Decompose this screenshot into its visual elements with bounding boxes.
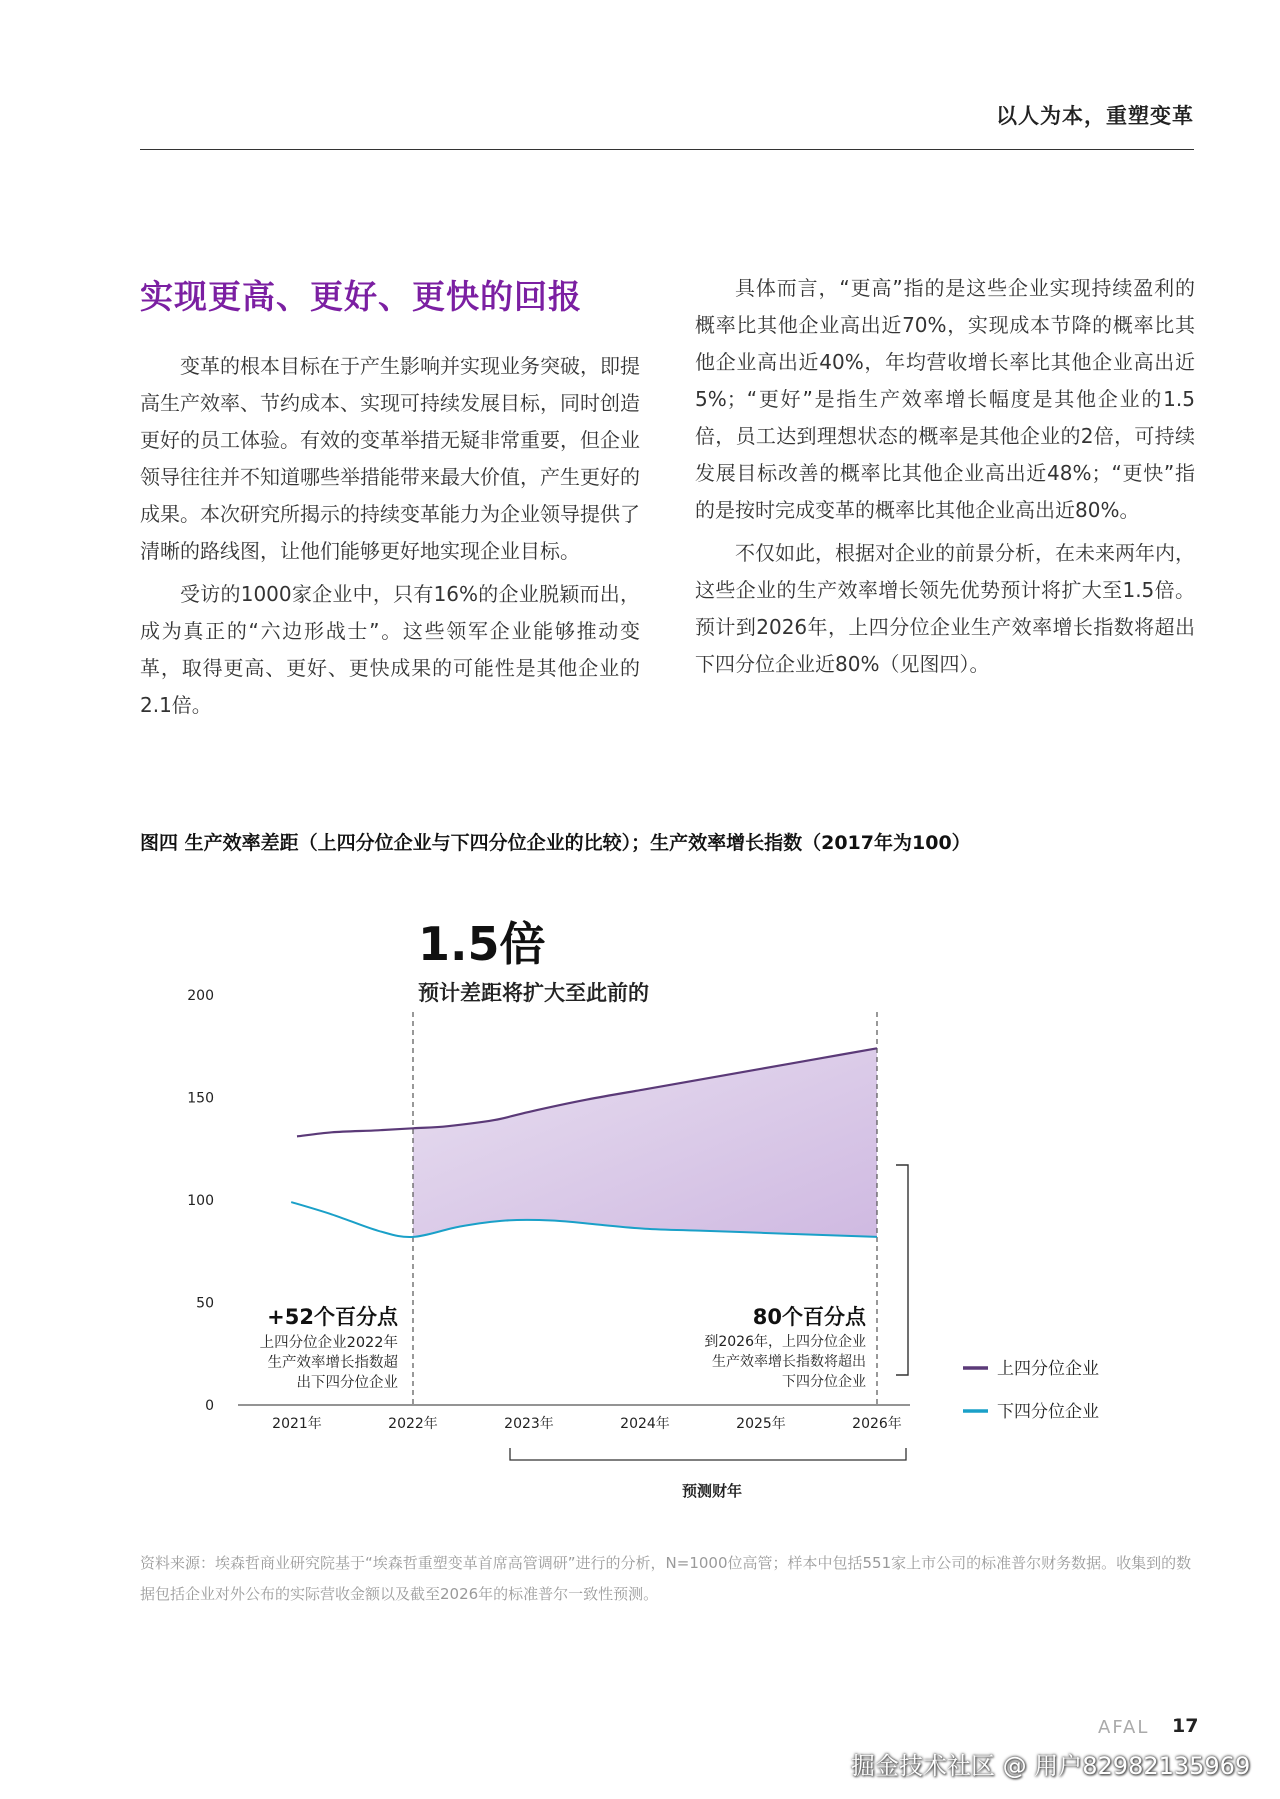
legend-lower-label: 下四分位企业	[997, 1402, 1099, 1422]
header-divider	[140, 149, 1194, 150]
y-tick-label-200: 200	[187, 988, 214, 1004]
figure-title: 图四 生产效率差距（上四分位企业与下四分位企业的比较）；生产效率增长指数（2017年为100）	[140, 832, 971, 854]
right-paragraph-1: 具体而言，“更高”指的是这些企业实现持续盈利的概率比其他企业高出近70%，实现成本节降的概率比其他企业高出近40%，年均营收增长率比其他企业高出近5%；“更好”是指生产效率增长幅度是其他企业的1.5倍，员工达到理想状态的概率是其他企业的2倍，可持续发展目标改善的概率比其他企业高出近48%；“更快”指的是按时完成变革的概率比其他企业高出近80%。	[695, 276, 1195, 522]
right-paragraph-2: 不仅如此，根据对企业的前景分析，在未来两年内，这些企业的生产效率增长领先优势预计将扩大至1.5倍。预计到2026年，上四分位企业生产效率增长指数将超出下四分位企业近80%（见图四）。	[695, 541, 1195, 676]
annotation-left-line-1: 上四分位企业2022年	[259, 1335, 398, 1351]
y-tick-label-100: 100	[187, 1193, 214, 1209]
annotation-right-line-2: 生产效率增长指数将超出	[712, 1354, 866, 1370]
x-tick-label-2022: 2022年	[388, 1416, 438, 1432]
section-heading: 实现更高、更好、更快的回报	[140, 277, 582, 316]
forecast-bracket	[510, 1448, 906, 1460]
left-paragraph-1: 变革的根本目标在于产生影响并实现业务突破，即提高生产效率、节约成本、实现可持续发展目标，同时创造更好的员工体验。有效的变革举措无疑非常重要，但企业领导往往并不知道哪些举措能带来最大价值，产生更好的成果。本次研究所揭示的持续变革能力为企业领导提供了清晰的路线图，让他们能够更好地实现企业目标。	[140, 354, 640, 563]
y-tick-label-50: 50	[196, 1295, 214, 1312]
gap-area	[413, 1048, 877, 1237]
forecast-label: 预测财年	[681, 1482, 743, 1500]
x-tick-label-2023: 2023年	[504, 1416, 554, 1432]
y-tick-label-150: 150	[187, 1090, 214, 1107]
headline-value: 1.5倍	[418, 917, 546, 971]
footer-logo: AFAL	[1098, 1717, 1150, 1738]
watermark: 掘金技术社区 @ 用户8298213​5969	[851, 1752, 1251, 1780]
x-tick-label-2024: 2024年	[620, 1416, 670, 1432]
annotation-left-line-3: 出下四分位企业	[296, 1375, 398, 1391]
productivity-chart	[0, 900, 1280, 1520]
annotation-left-line-2: 生产效率增长指数超	[267, 1355, 398, 1371]
header-title: 以人为本，重塑变革	[996, 104, 1194, 128]
right-column	[695, 270, 1195, 683]
x-tick-label-2025: 2025年	[736, 1416, 786, 1432]
source-note: 资料来源：埃森哲商业研究院基于“埃森哲重塑变革首席高管调研”进行的分析，N=1000位高管；样本中包括551家上市公司的标准普尔财务数据。收集到的数据包括企业对外公布的实际营收金额以及截至2026年的标准普尔一致性预测。	[140, 1554, 1192, 1603]
legend-upper-label: 上四分位企业	[997, 1359, 1099, 1379]
annotation-left-title: +52个百分点	[267, 1305, 398, 1329]
left-paragraph-2: 受访的1000家企业中，只有16%的企业脱颖而出，成为真正的“六边形战士”。这些领军企业能够推动变革，取得更高、更好、更快成果的可能性是其他企业的2.1倍。	[140, 582, 640, 717]
x-tick-label-2026: 2026年	[852, 1416, 902, 1432]
gap-bracket	[896, 1165, 908, 1375]
annotation-right-line-1: 到2026年，上四分位企业	[704, 1334, 866, 1350]
headline-text: 预计差距将扩大至此前的	[418, 981, 649, 1005]
annotation-right-line-3: 下四分位企业	[782, 1374, 866, 1390]
page-number: 17	[1172, 1715, 1199, 1737]
x-tick-label-2021: 2021年	[272, 1416, 322, 1432]
annotation-right-title: 80个百分点	[752, 1305, 866, 1329]
left-column	[140, 348, 640, 724]
y-tick-label-0: 0	[205, 1398, 214, 1414]
